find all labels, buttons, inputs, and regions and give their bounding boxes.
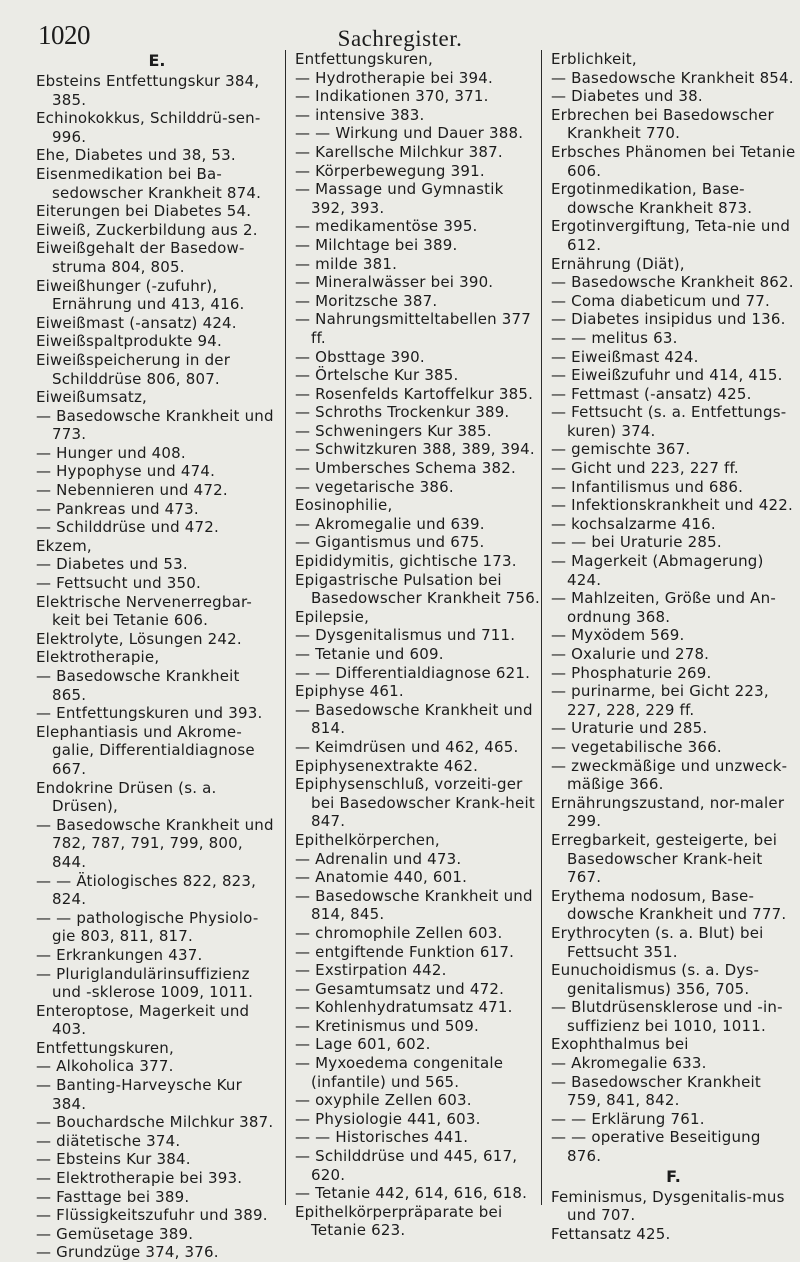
index-entry: — Schilddrüse und 472. — [36, 518, 220, 537]
index-entry: — zweckmäßige und unzweck-mäßige 366. — [551, 756, 788, 794]
index-entry: — Infektionskrankheit und 422. — [551, 496, 793, 515]
index-entry: Epigastrische Pulsation bei Basedowscher Krankheit 756. — [295, 570, 540, 608]
index-entry: Entfettungskuren, — [36, 1038, 174, 1057]
index-entry: — Adrenalin und 473. — [295, 849, 462, 868]
index-entry: — Hunger und 408. — [36, 443, 186, 462]
index-entry: Entfettungskuren, — [295, 50, 433, 68]
column-divider — [285, 50, 286, 1205]
index-entry: Eisenmedikation bei Ba-sedowscher Krankheit 874. — [36, 164, 262, 202]
index-entry: — Mineralwässer bei 390. — [295, 273, 494, 292]
index-entry: — Oxalurie und 278. — [551, 645, 710, 663]
index-entry: — Nahrungsmitteltabellen 377 ff. — [295, 310, 532, 347]
index-entry: — Magerkeit (Abmagerung) 424. — [551, 552, 764, 589]
index-entry: — Infantilismus und 686. — [551, 477, 744, 496]
index-entry: Epiphysenextrakte 462. — [295, 756, 479, 775]
index-entry: — — Differentialdiagnose 621. — [295, 663, 531, 682]
index-entry: — Basedowsche Krankheit und 782, 787, 791, 799, 800, 844. — [36, 815, 274, 871]
index-entry: — Gicht und 223, 227 ff. — [551, 459, 739, 478]
index-entry: — Basedowscher Krankheit 759, 841, 842. — [551, 1072, 761, 1110]
index-entry: Echinokokkus, Schilddrü-sen- 996. — [36, 109, 261, 146]
index-entry: — Fettmast (-ansatz) 425. — [551, 384, 752, 403]
index-entry: — Gemüsetage 389. — [36, 1224, 194, 1243]
index-entry: — Entfettungskuren und 393. — [36, 704, 263, 723]
index-entry: — Keimdrüsen und 462, 465. — [295, 737, 519, 756]
index-entry: — Eiweißmast 424. — [551, 347, 699, 366]
index-entry: — Basedowsche Krankheit 862. — [551, 273, 794, 292]
index-entry: — Körperbewegung 391. — [295, 161, 485, 180]
entry-list — [292, 50, 540, 1240]
index-entry: — — Historisches 441. — [295, 1128, 469, 1147]
index-entry: — vegetabilische 366. — [551, 737, 722, 756]
index-entry: — Myxoedema congenitale (infantile) und 565. — [295, 1054, 504, 1091]
index-entry: — chromophile Zellen 603. — [295, 923, 503, 942]
index-entry: — Blutdrüsensklerose und -in-suffizienz bei 1010, 1011. — [551, 998, 783, 1035]
index-entry: Eosinophilie, — [295, 496, 393, 515]
index-entry: Enteroptose, Magerkeit und 403. — [36, 1001, 250, 1039]
index-entry: Elephantiasis und Akrome-galie, Differentialdiagnose 667. — [36, 722, 255, 778]
index-entry: — Eiweißzufuhr und 414, 415. — [551, 366, 783, 385]
index-entry: Erbrechen bei Basedowscher Krankheit 770. — [551, 105, 774, 143]
index-entry: — Gesamtumsatz und 472. — [295, 979, 505, 998]
index-entry: — Akromegalie und 639. — [295, 514, 485, 533]
index-entry: — Schwitzkuren 388, 389, 394. — [295, 440, 535, 459]
index-entry: Erblichkeit, — [551, 50, 637, 68]
index-entry: — medikamentöse 395. — [295, 217, 478, 236]
index-entry: — — Wirkung und Dauer 388. — [295, 124, 524, 143]
index-entry: Ergotinmedikation, Base-dowsche Krankheit 873. — [551, 180, 753, 217]
index-entry: — Schilddrüse und 445, 617, 620. — [295, 1147, 518, 1184]
page-title: Sachregister. — [337, 26, 463, 51]
index-entry: — — bei Uraturie 285. — [551, 533, 722, 552]
index-entry: — Fettsucht und 350. — [36, 574, 201, 593]
index-entry: Feminismus, Dysgenitalis-mus und 707. — [551, 1187, 785, 1225]
index-entry: Eiweiß, Zuckerbildung aus 2. — [36, 220, 258, 239]
index-entry: Elektrolyte, Lösungen 242. — [36, 629, 242, 648]
index-entry: Endokrine Drüsen (s. a. Drüsen), — [36, 778, 217, 816]
index-entry: — Kretinismus und 509. — [295, 1016, 480, 1035]
index-entry: Ergotinvergiftung, Teta-nie und 612. — [551, 217, 791, 254]
index-entry: — Bouchardsche Milchkur 387. — [36, 1113, 274, 1132]
index-entry: Erbsches Phänomen bei Tetanie 606. — [551, 142, 796, 180]
index-entry: — Pankreas und 473. — [36, 499, 199, 518]
index-entry: — vegetarische 386. — [295, 477, 454, 496]
index-entry: — Schweningers Kur 385. — [295, 421, 492, 440]
index-entry: — Tetanie 442, 614, 616, 618. — [295, 1184, 528, 1203]
index-entry: — Gigantismus und 675. — [295, 533, 485, 552]
index-entry: — Flüssigkeitszufuhr und 389. — [36, 1206, 268, 1225]
index-entry: — Uraturie und 285. — [551, 719, 708, 738]
index-entry: — Exstirpation 442. — [295, 961, 447, 980]
index-entry: Eiweißmast (-ansatz) 424. — [36, 313, 237, 332]
index-entry: Ekzem, — [36, 536, 92, 555]
index-entry: Epilepsie, — [295, 607, 370, 626]
index-entry: — oxyphile Zellen 603. — [295, 1091, 472, 1110]
index-entry: — Basedowsche Krankheit 865. — [36, 667, 240, 704]
index-entry: Epididymitis, gichtische 173. — [295, 552, 517, 571]
index-entry: Elektrische Nervenerregbar-keit bei Tetanie 606. — [36, 592, 253, 630]
index-entry: — Indikationen 370, 371. — [295, 87, 489, 106]
index-entry: — Akromegalie 633. — [551, 1054, 707, 1073]
index-entry: — Pluriglandulärinsuffizienz und -sklerose 1009, 1011. — [36, 964, 254, 1002]
index-entry: — Elektrotherapie bei 393. — [36, 1169, 243, 1188]
index-entry: — Diabetes insipidus und 136. — [551, 310, 786, 329]
index-entry: — Lage 601, 602. — [295, 1035, 431, 1054]
index-entry: — Physiologie 441, 603. — [295, 1109, 481, 1128]
section-letter: E. — [148, 51, 166, 70]
index-entry: — Basedowsche Krankheit und 773. — [36, 406, 274, 444]
index-entry: — Örtelsche Kur 385. — [295, 366, 459, 385]
index-entry: Ebsteins Entfettungskur 384, 385. — [36, 72, 260, 109]
index-entry: — Basedowsche Krankheit und 814, 845. — [295, 886, 533, 924]
index-columns — [30, 50, 800, 1262]
index-entry: — Nebennieren und 472. — [36, 481, 228, 500]
index-entry: Eiweißgehalt der Basedow-struma 804, 805. — [36, 239, 245, 276]
index-entry: Eunuchoidismus (s. a. Dys-genitalismus) 356, 705. — [551, 961, 760, 998]
index-entry: Exophthalmus bei — [551, 1035, 689, 1054]
index-entry: — Diabetes und 38. — [551, 87, 703, 106]
index-entry: — Moritzsche 387. — [295, 291, 438, 310]
index-entry: — Banting-Harveysche Kur 384. — [36, 1076, 242, 1113]
index-entry: — Basedowsche Krankheit und 814. — [295, 700, 533, 738]
index-entry: — Basedowsche Krankheit 854. — [551, 68, 794, 87]
index-entry: — gemischte 367. — [551, 440, 691, 459]
index-entry: — Ebsteins Kur 384. — [36, 1150, 191, 1169]
index-entry: — intensive 383. — [295, 105, 425, 124]
index-entry: Elektrotherapie, — [36, 648, 160, 667]
index-entry: Fettansatz 425. — [551, 1224, 671, 1243]
entry-list — [30, 50, 278, 1262]
index-column-3 — [548, 50, 796, 1243]
page-header — [0, 10, 800, 54]
index-entry: — Kohlenhydratumsatz 471. — [295, 998, 513, 1017]
index-entry: — Dysgenitalismus und 711. — [295, 626, 516, 645]
index-entry: Eiweißspaltprodukte 94. — [36, 332, 222, 351]
index-entry: Ernährungszustand, nor-maler 299. — [551, 793, 785, 831]
index-entry: Ernährung (Diät), — [551, 254, 685, 273]
index-entry: Erythema nodosum, Base-dowsche Krankheit und 777. — [551, 886, 787, 924]
index-entry: — Tetanie und 609. — [295, 645, 444, 663]
index-entry: Eiweißumsatz, — [36, 388, 148, 407]
index-entry: — Fettsucht (s. a. Entfettungs-kuren) 374. — [551, 403, 787, 440]
index-entry: Eiterungen bei Diabetes 54. — [36, 202, 252, 221]
entry-list — [548, 50, 796, 1243]
index-entry: — Milchtage bei 389. — [295, 235, 458, 254]
index-entry: — Hydrotherapie bei 394. — [295, 68, 494, 87]
index-entry: — Schroths Trockenkur 389. — [295, 403, 510, 422]
index-column-1 — [30, 50, 278, 1262]
section-letter: F. — [666, 1166, 681, 1186]
index-column-2 — [292, 50, 540, 1240]
index-entry: — milde 381. — [295, 254, 398, 273]
index-entry: — kochsalzarme 416. — [551, 514, 716, 533]
index-entry: — Umbersches Schema 382. — [295, 459, 516, 478]
index-entry: — diätetische 374. — [36, 1131, 181, 1150]
index-entry: — entgiftende Funktion 617. — [295, 942, 515, 961]
index-entry: — Phosphaturie 269. — [551, 663, 712, 682]
column-divider — [541, 50, 542, 1205]
index-entry: — Karellsche Milchkur 387. — [295, 142, 503, 161]
index-entry: — — operative Beseitigung 876. — [551, 1128, 761, 1166]
index-entry: — Rosenfelds Kartoffelkur 385. — [295, 384, 534, 403]
index-entry: Eiweißhunger (-zufuhr), Ernährung und 413, 416. — [36, 276, 245, 314]
index-entry: Epithelkörperchen, — [295, 830, 440, 849]
index-entry: Ehe, Diabetes und 38, 53. — [36, 146, 236, 165]
index-entry: — Myxödem 569. — [551, 626, 685, 645]
index-entry: — purinarme, bei Gicht 223, 227, 228, 229 ff. — [551, 682, 769, 719]
index-entry: Epiphyse 461. — [295, 682, 404, 701]
index-entry: — Obsttage 390. — [295, 347, 425, 366]
index-entry: Epiphysenschluß, vorzeiti-ger bei Basedowscher Krank-heit 847. — [295, 775, 535, 831]
index-entry: — — pathologische Physiolo-gie 803, 811, 817. — [36, 908, 259, 946]
index-entry: — Mahlzeiten, Größe und An-ordnung 368. — [551, 589, 776, 626]
index-entry: — Anatomie 440, 601. — [295, 868, 468, 887]
index-entry: — Coma diabeticum und 77. — [551, 291, 770, 310]
index-entry: Eiweißspeicherung in der Schilddrüse 806, 807. — [36, 350, 231, 388]
index-entry: — Fasttage bei 389. — [36, 1187, 190, 1206]
index-entry: — Alkoholica 377. — [36, 1057, 174, 1076]
index-entry: Epithelkörperpräparate bei Tetanie 623. — [295, 1202, 503, 1240]
index-entry: — — Ätiologisches 822, 823, 824. — [36, 871, 257, 909]
index-entry: — Hypophyse und 474. — [36, 462, 216, 481]
page-number: 1020 — [38, 20, 90, 50]
index-entry: — Diabetes und 53. — [36, 555, 188, 574]
index-entry: — Grundzüge 374, 376. — [36, 1243, 219, 1262]
index-entry: Erythrocyten (s. a. Blut) bei Fettsucht 351. — [551, 923, 764, 961]
index-entry: — Massage und Gymnastik 392, 393. — [295, 180, 504, 217]
index-entry: — — Erklärung 761. — [551, 1109, 705, 1128]
index-entry: Erregbarkeit, gesteigerte, bei Basedowscher Krank-heit 767. — [551, 830, 778, 887]
index-entry: — — melitus 63. — [551, 328, 678, 347]
index-entry: — Erkrankungen 437. — [36, 945, 203, 964]
